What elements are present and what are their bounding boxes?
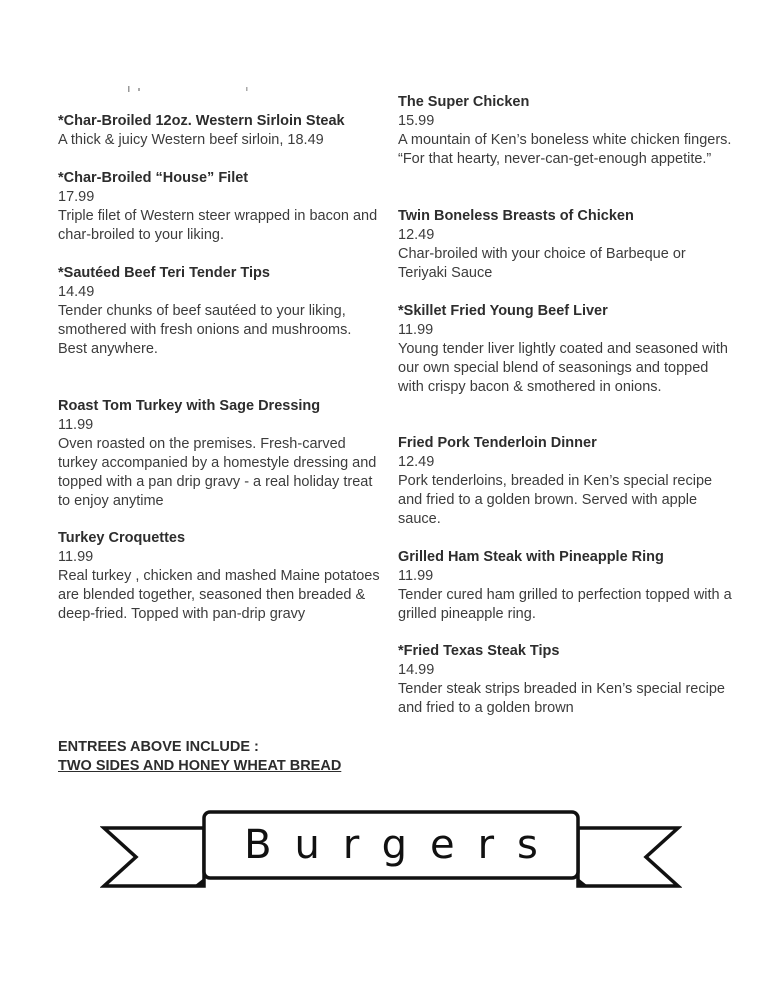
item-name: Grilled Ham Steak with Pineapple Ring [398,549,664,565]
item-price: 11.99 [398,568,434,584]
burgers-section-banner [100,808,682,890]
item-description: Pork tenderloins, breaded in Ken’s special recipe and fried to a golden brown. Served with apple sauce. [398,473,713,527]
item-description: Tender cured ham grilled to perfection topped with a grilled pineapple ring. [398,587,732,622]
item-description: Tender chunks of beef sautéed to your liking, smothered with fresh onions and mushrooms. Best anywhere. [58,303,352,357]
item-name: Fried Pork Tenderloin Dinner [398,435,597,451]
menu-item-roast-turkey [58,397,383,511]
item-name: Twin Boneless Breasts of Chicken [398,208,634,224]
menu-item-twin-chicken-breasts [398,207,738,283]
banner-title: Burgers [244,822,561,868]
item-price: 12.49 [398,227,435,243]
entrees-include-heading: ENTREES ABOVE INCLUDE : [58,739,259,755]
item-name: *Fried Texas Steak Tips [398,643,560,659]
stray-marks [128,84,258,92]
item-price: 11.99 [398,322,434,338]
item-name: The Super Chicken [398,94,530,110]
item-description: Oven roasted on the premises. Fresh-carved turkey accompanied by a homestyle dressing and topped with a pan drip gravy - a real holiday treat to enjoy anytime [58,436,377,509]
entrees-include-sides: TWO SIDES AND HONEY WHEAT BREAD [58,758,342,774]
menu-item-texas-steak-tips [398,642,738,718]
item-name: Roast Tom Turkey with Sage Dressing [58,398,321,414]
item-price: 11.99 [58,549,94,565]
menu-item-super-chicken [398,93,738,169]
item-description-text: A thick & juicy Western beef sirloin [58,132,280,148]
menu-item-house-filet [58,169,383,245]
item-description: A mountain of Ken’s boneless white chicken fingers. “For that hearty, never-can-get-enough appetite.” [398,132,732,167]
menu-item-beef-liver [398,302,738,397]
item-price: 17.99 [58,189,95,205]
item-description: Char-broiled with your choice of Barbeque or Teriyaki Sauce [398,246,686,281]
item-name: *Char-Broiled “House” Filet [58,170,249,186]
item-description: Tender steak strips breaded in Ken’s special recipe and fried to a golden brown [398,681,725,716]
menu-item-pork-tenderloin [398,434,738,529]
item-price: 12.49 [398,454,435,470]
item-description: Real turkey , chicken and mashed Maine potatoes are blended together, seasoned then breaded & deep-fried. Topped with pan-drip gravy [58,568,380,622]
item-price: 11.99 [58,417,94,433]
item-description: Young tender liver lightly coated and seasoned with our own special blend of seasonings and topped with crispy bacon & smothered in onions. [398,341,728,395]
menu-item-sirloin-steak [58,112,383,150]
item-price: 14.99 [398,662,435,678]
menu-item-turkey-croquettes [58,529,383,624]
item-price: 15.99 [398,113,435,129]
item-description: Triple filet of Western steer wrapped in bacon and char-broiled to your liking. [58,208,378,243]
item-price: , 18.49 [279,132,323,148]
entrees-include-note [58,738,341,776]
item-name: *Char-Broiled 12oz. Western Sirloin Steak [58,113,345,129]
item-price: 14.49 [58,284,95,300]
menu-item-ham-steak [398,548,738,624]
item-name: *Sautéed Beef Teri Tender Tips [58,265,270,281]
item-name: *Skillet Fried Young Beef Liver [398,303,608,319]
item-name: Turkey Croquettes [58,530,186,546]
menu-item-beef-tender-tips [58,264,383,359]
item-description [58,131,383,150]
